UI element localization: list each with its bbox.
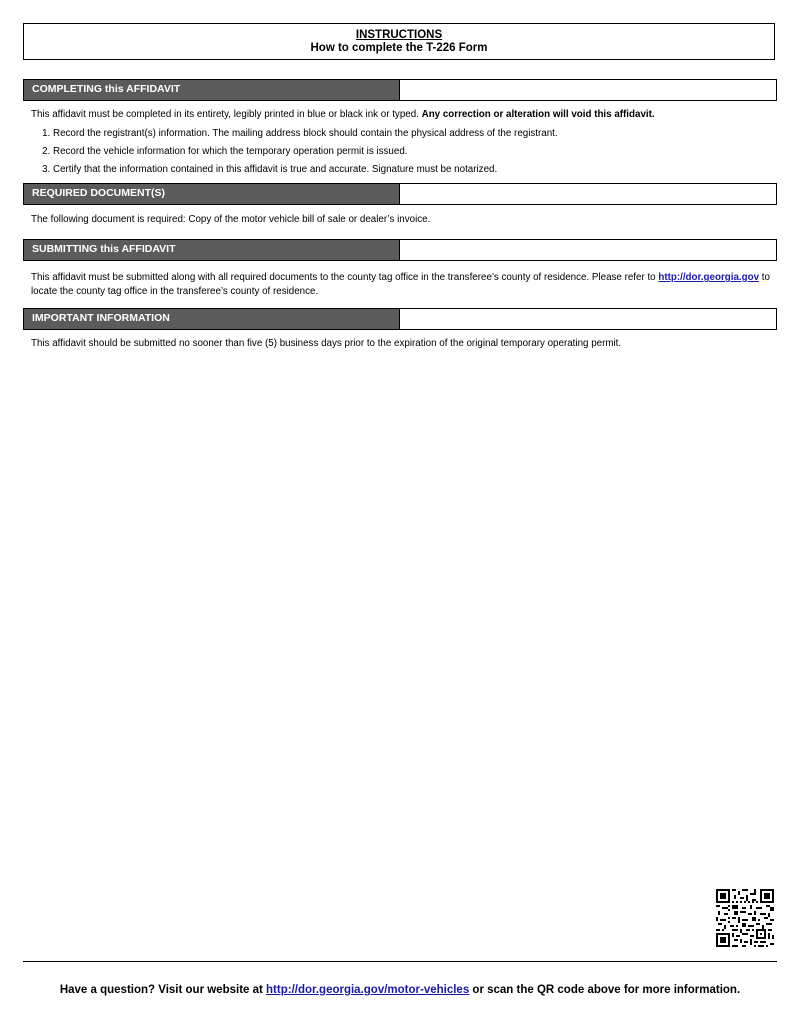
section-heading: SUBMITTING this AFFIDAVIT (24, 240, 400, 260)
completing-intro (31, 108, 771, 122)
page-subtitle: How to complete the T-226 Form (310, 42, 488, 54)
section-header-important (23, 308, 777, 330)
section-header-completing (23, 79, 777, 101)
page-title: INSTRUCTIONS (355, 29, 443, 41)
footer-text-before: Have a question? Visit our website at (59, 984, 267, 996)
submitting-text (31, 271, 771, 299)
footer-help (23, 984, 777, 996)
dor-website-link[interactable]: http://dor.georgia.gov (658, 272, 760, 283)
section-header-required (23, 183, 777, 205)
section-header-blank (400, 240, 776, 260)
completing-intro-text: This affidavit must be completed in its entirety, legibly printed in blue or black ink or typed. (31, 109, 422, 120)
section-heading: REQUIRED DOCUMENT(S) (24, 184, 400, 204)
motor-vehicles-link[interactable]: http://dor.georgia.gov/motor-vehicles (266, 984, 470, 996)
completing-steps-list (31, 125, 773, 179)
list-item: 3. Certify that the information contained in this affidavit is true and accurate. Signature must be notarized. (53, 161, 773, 179)
section-heading: COMPLETING this AFFIDAVIT (24, 80, 400, 100)
section-header-submitting (23, 239, 777, 261)
important-text: This affidavit should be submitted no sooner than five (5) business days prior to the expiration of the original temporary operating permit. (31, 338, 622, 349)
completing-warning: Any correction or alteration will void this affidavit. (421, 109, 655, 120)
qr-code-icon[interactable] (716, 889, 774, 947)
required-text: The following document is required: Copy of the motor vehicle bill of sale or dealer’s invoice. (31, 214, 431, 225)
instructions-title-box (23, 23, 775, 60)
list-item: 2. Record the vehicle information for which the temporary operation permit is issued. (53, 143, 773, 161)
section-heading: IMPORTANT INFORMATION (24, 309, 400, 329)
section-header-blank (400, 309, 776, 329)
footer-text-after: or scan the QR code above for more information. (469, 984, 741, 996)
submitting-text-after: to locate the county tag office in the transferee’s county of residence. (31, 272, 770, 297)
section-header-blank (400, 80, 776, 100)
section-header-blank (400, 184, 776, 204)
footer-divider (23, 961, 777, 962)
submitting-text-before: This affidavit must be submitted along with all required documents to the county tag office in the transferee’s county of residence. Please refer to (31, 272, 659, 283)
list-item: 1. Record the registrant(s) information. The mailing address block should contain the physical address of the registrant. (53, 125, 773, 143)
